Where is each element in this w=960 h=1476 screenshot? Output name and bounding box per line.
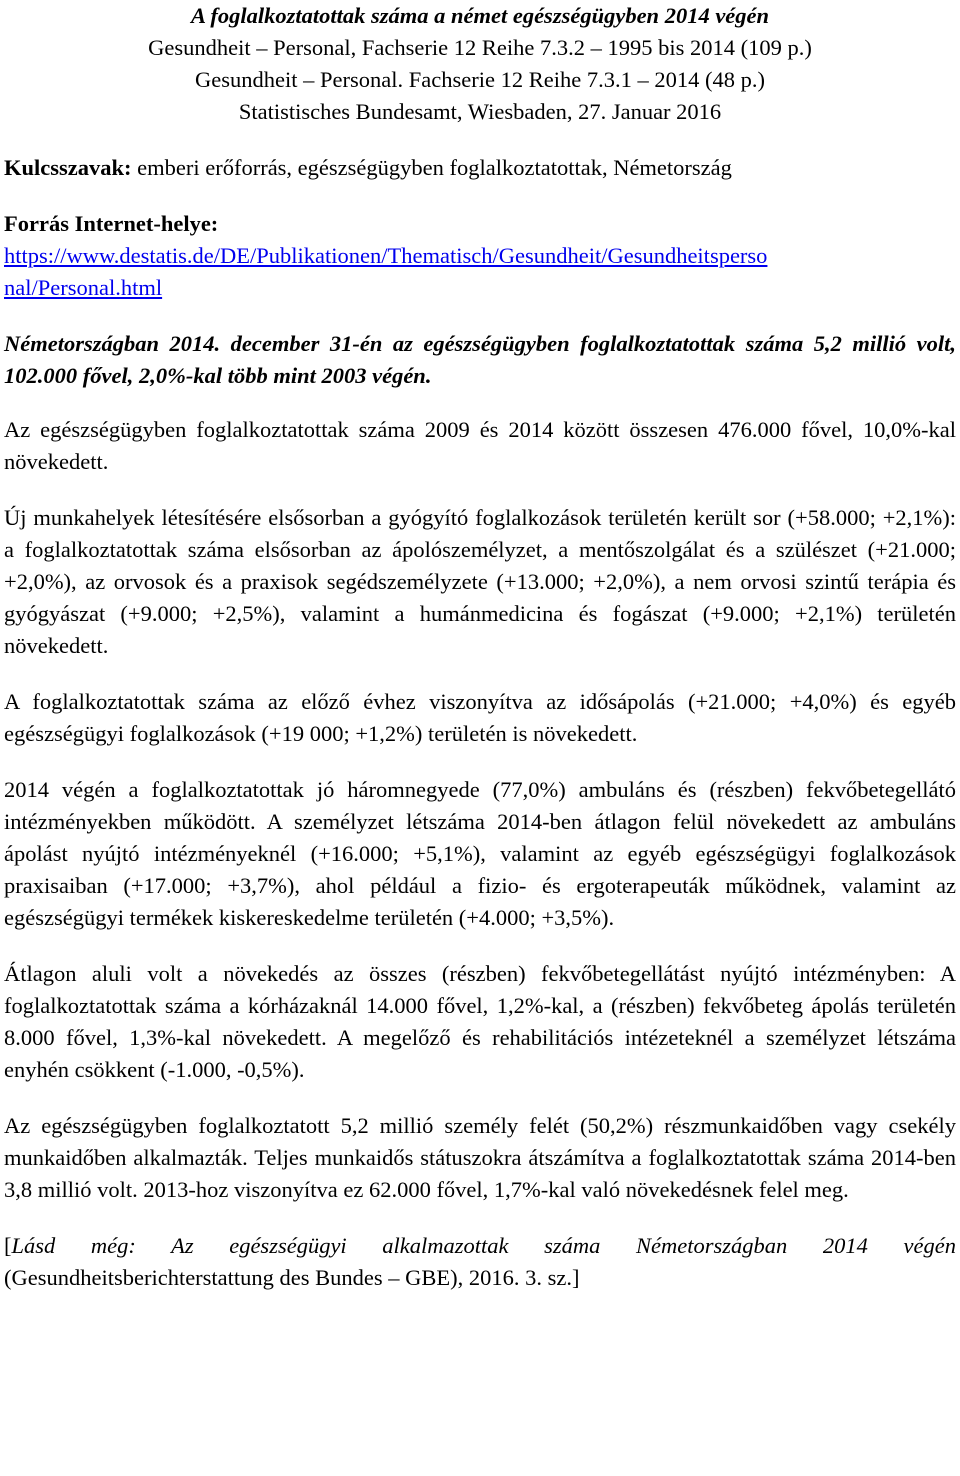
keywords-line (4, 152, 956, 184)
paragraph-6: Az egészségügyben foglalkoztatott 5,2 millió személy felét (50,2%) részmunkaidőben vagy csekély munkaidőben alkalmazták. Teljes munkaidős státuszokra átszámítva a foglalkoztatottak száma 2014-ben 3,8 millió volt. 2013-hoz viszonyítva ez 62.000 fővel, 1,7%-kal való növekedésnek felel meg. (4, 1113, 956, 1202)
source-url-line-2[interactable]: nal/Personal.html (4, 275, 163, 300)
source-link-label: Forrás Internet-helye: (4, 211, 219, 236)
paragraph-3: A foglalkoztatottak száma az előző évhez viszonyítva az idősápolás (+21.000; +4,0%) és egyéb egészségügyi foglalkozások (+19 000; +1,2%) területén is növekedett. (4, 689, 956, 746)
see-also-title: Lásd még: Az egészségügyi alkalmazottak száma Németországban 2014 végén (11, 1233, 956, 1258)
document-title: A foglalkoztatottak száma a német egészségügyben 2014 végén (190, 3, 770, 28)
see-also-open: [ (4, 1233, 12, 1258)
lead-paragraph: Németországban 2014. december 31-én az egészségügyben foglalkoztatottak száma 5,2 millió volt, 102.000 fővel, 2,0%-kal több mint 2003 végén. (4, 331, 956, 388)
see-also-reference (4, 1230, 956, 1294)
source-url-line-1[interactable]: https://www.destatis.de/DE/Publikationen/Thematisch/Gesundheit/Gesundheitsperso (4, 243, 768, 268)
keywords-text: emberi erőforrás, egészségügyben foglalkoztatottak, Németország (131, 155, 732, 180)
see-also-rest: (Gesundheitsberichterstattung des Bundes – GBE), 2016. 3. sz.] (4, 1265, 580, 1290)
paragraph-5: Átlagon aluli volt a növekedés az összes (részben) fekvőbetegellátást nyújtó intézményben: A foglalkoztatottak száma a kórházaknál 14.000 fővel, 1,2%-kal, a (részben) fekvőbeteg ápolás területén 8.000 fővel, 1,3%-kal növekedett. A megelőző és rehabilitációs intézeteknél a személyzet létszáma enyhén csökkent (-1.000, -0,5%). (4, 961, 956, 1082)
source-citation-1: Gesundheit – Personal, Fachserie 12 Reihe 7.3.2 – 1995 bis 2014 (109 p.) (148, 35, 812, 60)
paragraph-4: 2014 végén a foglalkoztatottak jó háromnegyede (77,0%) ambuláns és (részben) fekvőbetegellátó intézményekben működött. A személyzet létszáma 2014-ben átlagon felül növekedett az ambuláns ápolást nyújtó intézményeknél (+16.000; +5,1%), valamint az egyéb egészségügyi foglalkozások praxisaiban (+17.000; +3,7%), ahol például a fizio- és ergoterapeuták működnek, valamint az egészségügyi termékek kiskereskedelme területén (+4.000; +3,5%). (4, 777, 956, 930)
source-citation-3: Statistisches Bundesamt, Wiesbaden, 27. Januar 2016 (238, 99, 722, 124)
keywords-label: Kulcsszavak: (4, 155, 132, 180)
document-header (4, 0, 956, 128)
source-link[interactable] (4, 240, 956, 304)
paragraph-2: Új munkahelyek létesítésére elsősorban a gyógyító foglalkozások területén került sor (+58.000; +2,1%): a foglalkoztatottak száma elsősorban az ápolószemélyzet, a mentőszolgálat és a szülészet (+21.000; +2,0%), az orvosok és a praxisok segédszemélyzete (+13.000; +2,0%), a nem orvosi szintű terápia és gyógyászat (+9.000; +2,5%), valamint a humánmedicina és fogászat (+9.000; +2,1%) területén növekedett. (4, 505, 956, 658)
paragraph-1: Az egészségügyben foglalkoztatottak száma 2009 és 2014 között összesen 476.000 fővel, 10,0%-kal növekedett. (4, 417, 956, 474)
source-citation-2: Gesundheit – Personal. Fachserie 12 Reihe 7.3.1 – 2014 (48 p.) (195, 67, 765, 92)
